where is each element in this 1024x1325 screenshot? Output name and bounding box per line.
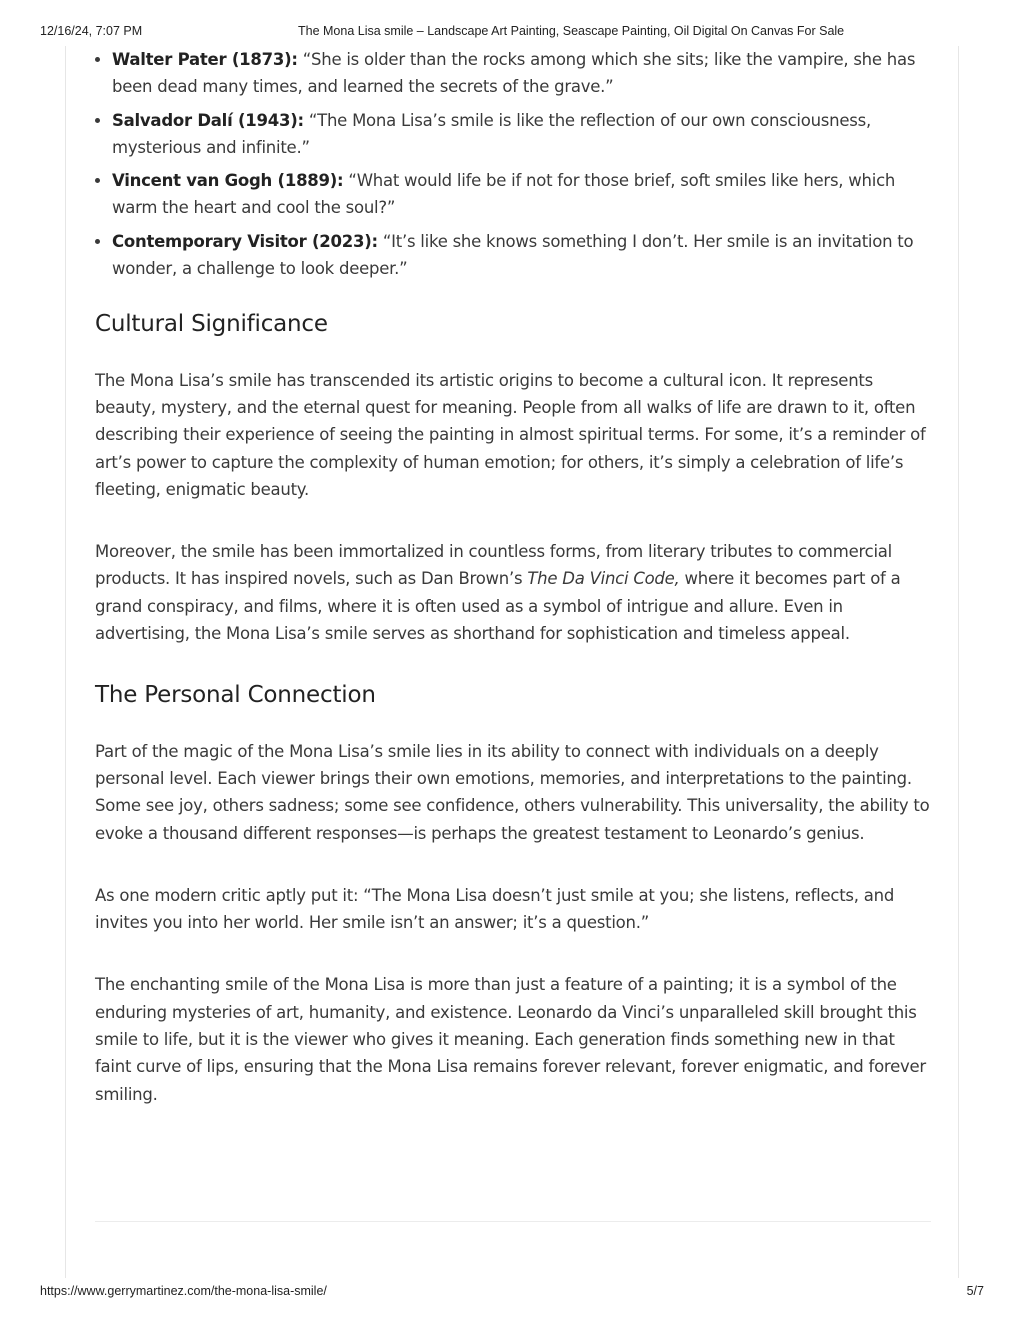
paragraph-text: where it becomes part of a grand conspiracy, and films, where it is often used as a symbol of intrigue and allure. Even in advertising, the Mona Lisa’s smile serves as shorthand for sophistication and timeless appeal.	[95, 569, 901, 644]
article-body	[95, 46, 933, 1108]
page-number: 5/7	[966, 1284, 984, 1298]
quotes-list	[95, 46, 933, 282]
paragraph: The Mona Lisa’s smile has transcended its artistic origins to become a cultural icon. It represents beauty, mystery, and the eternal quest for meaning. People from all walks of life are drawn to it, often describing their experience of seeing the painting in almost spiritual terms. For some, it’s a reminder of art’s power to capture the complexity of human emotion; for others, it’s simply a celebration of life’s fleeting, enigmatic beauty.	[95, 370, 926, 499]
paragraph: As one modern critic aptly put it: “The Mona Lisa doesn’t just smile at you; she listens, reflects, and invites you into her world. Her smile isn’t an answer; it’s a question.”	[95, 885, 895, 933]
quote-text: “What would life be if not for those brief, soft smiles like hers, which warm the heart and cool the soul?”	[112, 171, 896, 218]
paragraph-text: Moreover, the smile has been immortalized in countless forms, from literary tributes to commercial products. It has inspired novels, such as Dan Brown’s	[95, 542, 892, 589]
quote-author: Vincent van Gogh (1889):	[112, 171, 344, 191]
list-item	[112, 167, 933, 222]
print-url: https://www.gerrymartinez.com/the-mona-lisa-smile/	[40, 1284, 327, 1298]
quote-text: “She is older than the rocks among which she sits; like the vampire, she has been dead many times, and learned the secrets of the grave.”	[112, 50, 916, 97]
content-frame	[65, 46, 959, 1278]
list-item	[112, 107, 933, 162]
print-page-title: The Mona Lisa smile – Landscape Art Painting, Seascape Painting, Oil Digital On Canvas For Sale	[298, 24, 845, 38]
quote-author: Walter Pater (1873):	[112, 50, 298, 69]
print-footer	[40, 1284, 984, 1302]
paragraph: The enchanting smile of the Mona Lisa is more than just a feature of a painting; it is a symbol of the enduring mysteries of art, humanity, and existence. Leonardo da Vinci’s unparalleled skill brought this smile to life, but it is the viewer who gives it meaning. Each generation finds something new in that faint curve of lips, ensuring that the Mona Lisa remains forever relevant, forever enigmatic, and forever smiling.	[95, 975, 926, 1104]
section-heading-personal-connection: The Personal Connection	[95, 682, 376, 709]
quote-text: “It’s like she knows something I don’t. Her smile is an invitation to wonder, a challenge to look deeper.”	[112, 231, 914, 279]
quote-text: “The Mona Lisa’s smile is like the reflection of our own consciousness, mysterious and infinite.”	[112, 110, 871, 157]
print-date: 12/16/24, 7:07 PM	[40, 24, 143, 38]
book-title: The Da Vinci Code,	[527, 569, 680, 589]
quote-author: Contemporary Visitor (2023):	[112, 231, 378, 251]
paragraph	[95, 538, 933, 647]
section-heading-cultural-significance: Cultural Significance	[95, 311, 328, 338]
list-item	[112, 46, 933, 101]
list-item	[112, 228, 933, 283]
paragraph: Part of the magic of the Mona Lisa’s smile lies in its ability to connect with individuals on a deeply personal level. Each viewer brings their own emotions, memories, and interpretations to the painting. Some see joy, others sadness; some see confidence, others vulnerability. This universality, the ability to evoke a thousand different responses—is perhaps the greatest testament to Leonardo’s genius.	[95, 741, 930, 843]
divider	[95, 1221, 931, 1222]
quote-author: Salvador Dalí (1943):	[112, 110, 304, 130]
print-header	[40, 24, 984, 42]
